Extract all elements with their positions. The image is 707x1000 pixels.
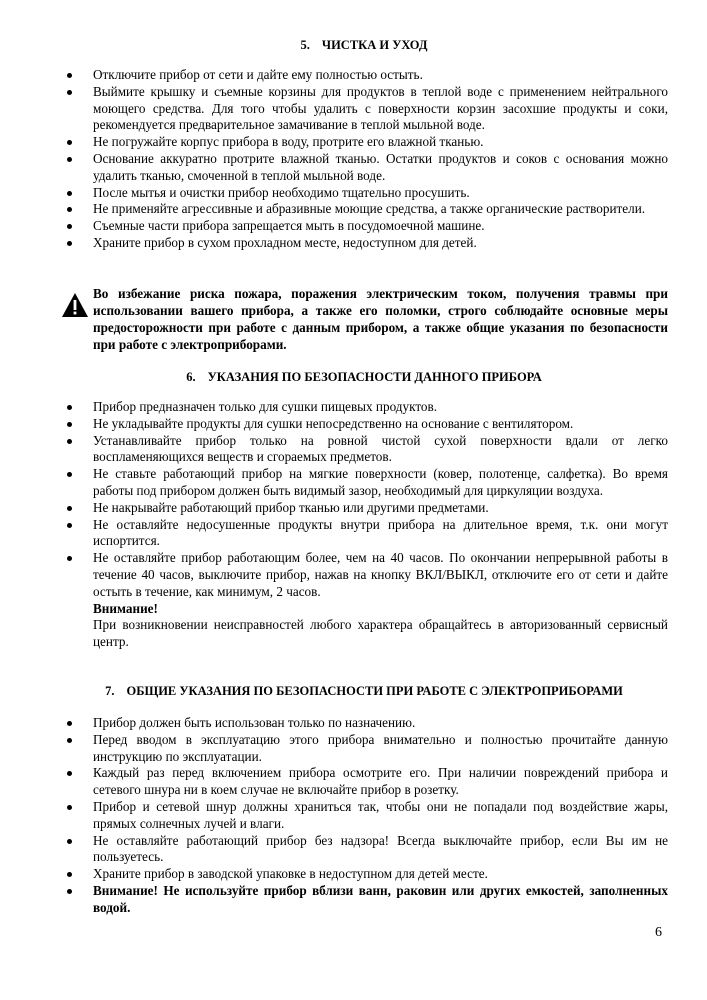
- list-item: [60, 201, 668, 218]
- bullet-icon: [67, 224, 72, 229]
- list-item-text: Выймите крышку и съемные корзины для продуктов в теплой воде с применением нейтрального моющего средства. Для того чтобы удалить с поверхности корзин засохшие продукты и соки, рекомендуется предварительное замачивание в теплой мыльной воде.: [93, 83, 668, 133]
- list-item: [60, 732, 668, 766]
- list-item: [60, 185, 668, 202]
- list-item: [60, 550, 668, 651]
- list-item-text: Храните прибор в сухом прохладном месте, недоступном для детей.: [93, 234, 477, 250]
- section-5-number: 5.: [300, 38, 310, 52]
- list-item-text: Основание аккуратно протрите влажной тканью. Остатки продуктов и соков с основания можно удалить тканью, смоченной в теплой мыльной воде.: [93, 150, 668, 183]
- list-item-text: Прибор предназначен только для сушки пищевых продуктов.: [93, 399, 438, 414]
- bullet-icon: [67, 405, 72, 410]
- list-item-text: Не применяйте агрессивные и абразивные моющие средства, а также органические растворители.: [93, 201, 646, 217]
- list-item-text: Съемные части прибора запрещается мыть в посудомоечной машине.: [93, 218, 485, 234]
- list-item: [60, 84, 668, 134]
- list-item: [60, 517, 668, 551]
- list-item-text: Храните прибор в заводской упаковке в недоступном для детей месте.: [93, 866, 488, 882]
- bullet-icon: [67, 738, 72, 743]
- list-item: [60, 833, 668, 867]
- list-item-text: Не погружайте корпус прибора в воду, протрите его влажной тканью.: [93, 134, 484, 150]
- list-item: [60, 715, 668, 732]
- warning-block: [62, 285, 668, 353]
- list-item-text: Прибор должен быть использован только по назначению.: [93, 715, 416, 730]
- bullet-icon: [67, 73, 72, 78]
- bullet-icon: [67, 556, 72, 561]
- list-item-text: Не укладывайте продукты для сушки непосредственно на основание с вентилятором.: [93, 415, 574, 431]
- attention-text: При возникновении неисправностей любого характера обращайтесь в авторизованный сервисный центр.: [93, 617, 668, 650]
- list-item-text: Не оставляйте недосушенные продукты внутри прибора на длительное время, т.к. они могут испортится.: [93, 516, 668, 549]
- list-item: [60, 151, 668, 185]
- bullet-icon: [67, 506, 72, 511]
- list-item: [60, 416, 668, 433]
- list-item-text: Не накрывайте работающий прибор тканью или другими предметами.: [93, 499, 489, 515]
- bullet-icon: [67, 422, 72, 427]
- list-item: [60, 134, 668, 151]
- list-item-text: Каждый раз перед включением прибора осмотрите его. При наличии повреждений прибора и сетевого шнура ни в коем случае не включайте прибор в розетку.: [93, 765, 668, 798]
- list-item-text: После мытья и очистки прибор необходимо тщательно просушить.: [93, 184, 470, 200]
- list-item: [60, 235, 668, 252]
- list-item: [60, 466, 668, 500]
- warning-triangle-icon: [62, 293, 88, 317]
- bullet-icon: [67, 839, 72, 844]
- bullet-icon: [67, 439, 72, 444]
- bullet-icon: [67, 872, 72, 877]
- bullet-icon: [67, 523, 72, 528]
- section-5-title: ЧИСТКА И УХОД: [321, 38, 428, 52]
- list-item-text: Не ставьте работающий прибор на мягкие поверхности (ковер, полотенце, салфетка). Во время работы под прибором должен быть видимый зазор, необходимый для циркуляции воздуха.: [93, 466, 668, 498]
- section-7-title: ОБЩИЕ УКАЗАНИЯ ПО БЕЗОПАСНОСТИ ПРИ РАБОТЕ С ЭЛЕКТРОПРИБОРАМИ: [126, 684, 623, 698]
- section-6-list: [60, 399, 668, 651]
- section-7-list: [60, 715, 668, 917]
- bullet-icon: [67, 889, 72, 894]
- section-5-heading: [60, 37, 668, 53]
- section-7-number: 7.: [105, 684, 115, 698]
- list-item-text: Не оставляйте работающий прибор без надзора! Всегда выключайте прибор, если Вы им не пользуетесь.: [93, 832, 668, 865]
- list-item: [60, 218, 668, 235]
- bullet-icon: [67, 805, 72, 810]
- warning-text: Во избежание риска пожара, поражения электрическим током, получения травмы при использовании вашего прибора, а также его поломки, строго соблюдайте основные меры предосторожности при работе с данным прибором, а также общие указания по безопасности при работе с электроприборами.: [93, 286, 668, 352]
- bullet-icon: [67, 771, 72, 776]
- bullet-icon: [67, 721, 72, 726]
- list-item: [60, 399, 668, 416]
- attention-title: Внимание!: [93, 600, 158, 616]
- bullet-icon: [67, 207, 72, 212]
- section-7-heading: [60, 683, 668, 699]
- list-item-text: Перед вводом в эксплуатацию этого прибора внимательно и полностью прочитайте данную инструкцию по эксплуатации.: [93, 731, 668, 764]
- list-item: [60, 799, 668, 833]
- page-number: 6: [655, 925, 662, 940]
- bullet-icon: [67, 241, 72, 246]
- section-5-list: [60, 67, 668, 252]
- section-6-number: 6.: [186, 370, 196, 384]
- list-item: [60, 765, 668, 799]
- bullet-icon: [67, 90, 72, 95]
- list-item-text: Устанавливайте прибор только на ровной чистой сухой поверхности вдали от легко воспламеняющихся веществ и сгораемых предметов.: [93, 432, 668, 465]
- bullet-icon: [67, 140, 72, 145]
- bullet-icon: [67, 157, 72, 162]
- bullet-icon: [67, 472, 72, 477]
- list-item-text: Отключите прибор от сети и дайте ему полностью остыть.: [93, 67, 423, 82]
- list-item: [60, 866, 668, 883]
- section-6-title: УКАЗАНИЯ ПО БЕЗОПАСНОСТИ ДАННОГО ПРИБОРА: [207, 370, 542, 384]
- list-item-text: Внимание! Не используйте прибор вблизи ванн, раковин или других емкостей, заполненных водой.: [93, 882, 668, 915]
- list-item: [60, 500, 668, 517]
- list-item: [60, 67, 668, 84]
- list-item: [60, 433, 668, 467]
- list-item-text: Прибор и сетевой шнур должны храниться так, чтобы они не попадали под воздействие жары, прямых солнечных лучей и влаги.: [93, 798, 668, 831]
- section-6-heading: [60, 369, 668, 385]
- list-item-text: Не оставляйте прибор работающим более, чем на 40 часов. По окончании непрерывной работы в течение 40 часов, выключите прибор, нажав на кнопку ВКЛ/ВЫКЛ, отключите его от сети и дайте остыть в течение, как минимум, 2 часов.: [93, 550, 668, 599]
- bullet-icon: [67, 191, 72, 196]
- list-item: [60, 883, 668, 917]
